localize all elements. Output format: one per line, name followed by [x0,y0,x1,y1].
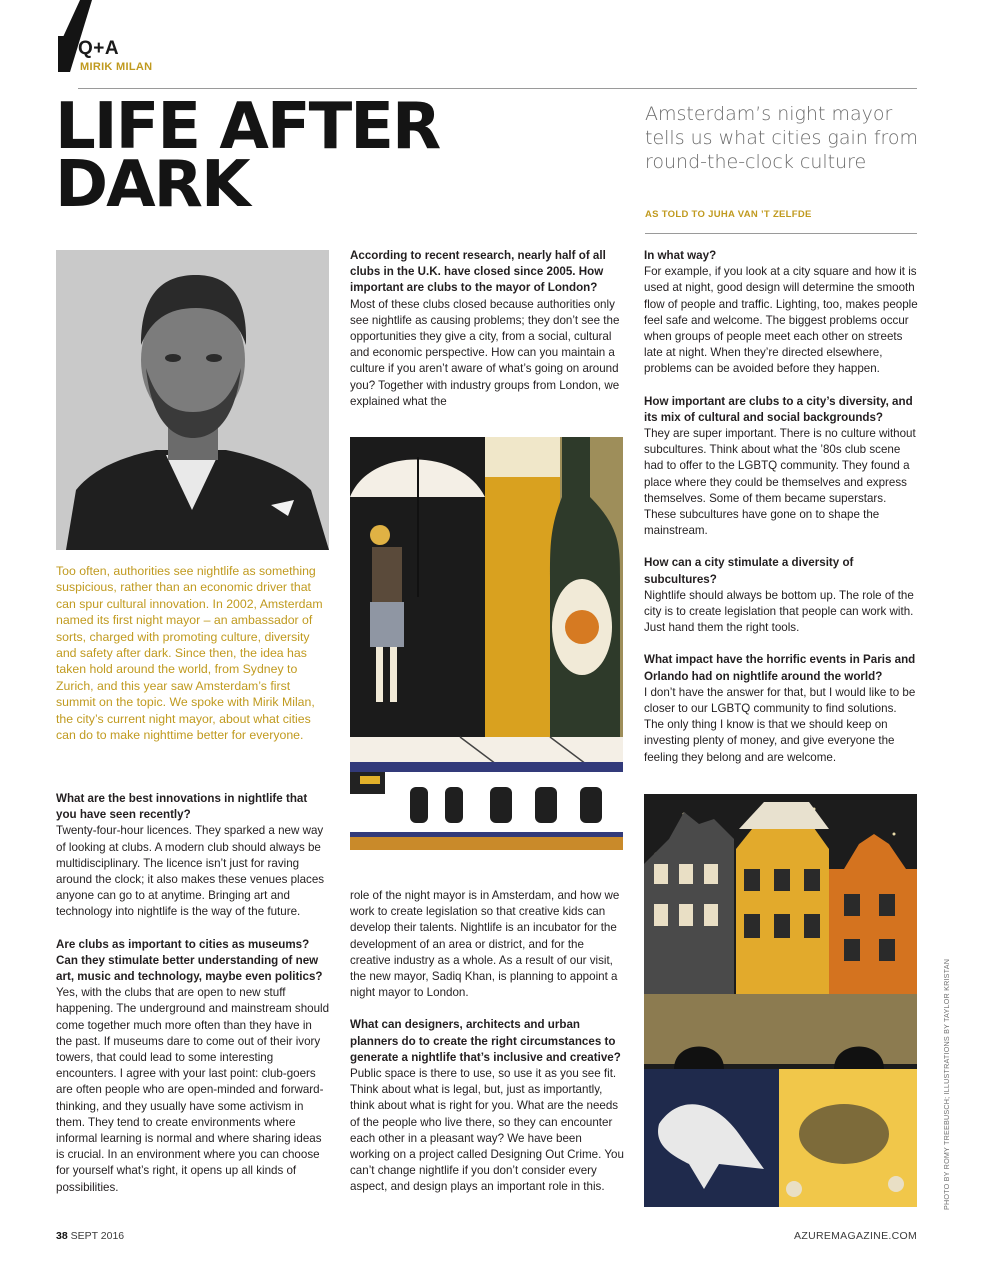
headline [55,90,440,222]
answer: Twenty-four-hour licences. They sparked a new way of looking at clubs. A modern club should always be multidisciplinary. The licence isn’t just for raving around the clock; it also makes these venues places anyone can go to at anytime. Bringing art and technology into nightlife is the way of the future. [56,824,325,919]
answer: Public space is there to use, so use it as you see fit. Think about what is legal, but, just as importantly, think about what is right for you. What are the needs of the people who live there, so they can encounter each other in a pleasant way? We have been working on a project called Designing Out Crime. You can’t change nightlife if you don’t consider every aspect, and design plays an important role in this. [350,1067,624,1194]
question: Are clubs as important to cities as museums? Can they stimulate better understanding of new art, music and technology, maybe even politics? [56,937,323,984]
site-url: AZUREMAGAZINE.COM [794,1230,917,1242]
header-rule [645,233,917,234]
column-1 [56,791,330,1212]
section-subject: MIRIK MILAN [80,61,153,73]
question: What are the best innovations in nightlife that you have seen recently? [56,792,308,822]
byline: AS TOLD TO JUHA VAN ’T ZELFDE [645,209,812,220]
headline-line-2: DARK [55,148,249,222]
question: In what way? [644,249,717,262]
intro-text: Too often, authorities see nightlife as something suspicious, rather than an economic driver that can spur cultural innovation. In 2002, Amsterdam named its first night mayor – an ambassador of sorts, charged with promoting culture, diversity and safety after dark. Since then, the idea has taken hold around the world, from Sydney to Zurich, and this year saw Amsterdam’s first summit on the topic. We spoke with Mirik Milan, the city’s current night mayor, about what cities can do to make nighttime better for everyone. [56,564,323,743]
issue-date: SEPT 2016 [70,1230,125,1242]
answer: I don’t have the answer for that, but I would like to be closer to our LGBTQ community to find solutions. The only thing I know is that we should keep on investing plenty of money, and give everyone the feeling they belong and are welcome. [644,685,916,764]
portrait-photo [56,250,329,550]
page-folio [56,1230,124,1242]
answer: For example, if you look at a city square and how it is used at night, good design will determine the smooth flow of people and traffic. Lighting, too, makes people feel safe and welcome. The biggest problems occur when groups of people meet each other on streets late at night. When they’re directed elsewhere, problems can be avoided before they happen. [644,265,918,376]
answer: Most of these clubs closed because authorities only see nightlife as causing problems; they don’t see the opportunities they give a city, from a social, cultural and economic perspective. How can you maintain a culture if you aren’t aware of what’s going on around you? Together with industry groups from London, we explained what the [350,297,620,408]
question: How can a city stimulate a diversity of subcultures? [644,556,854,586]
answer: Yes, with the clubs that are open to new stuff happening. The underground and mainstream should come together much more often than they have in the past. If museums dare to come out of their ivory towers, that could lead to some interesting encounters. I agree with your last point: club-goers are often people who are open-minded and forward-thinking, and they usually have some activism in them. They tend to create environments where informal learning is normal and where sharing ideas is crucial. In an environment where you can choose for yourself what’s right, it opens up all kinds of possibilities. [56,986,330,1194]
question: What impact have the horrific events in Paris and Orlando had on nightlife around the world? [644,653,916,683]
photo-credit: PHOTO BY ROMY TREEBUSCH; ILLUSTRATIONS BY TAYLOR KRISTAN [942,958,951,1210]
answer: They are super important. There is no culture without subcultures. Think about what the ’80s club scene had to offer to the LGBTQ community. They found a place where they could be themselves and express themselves. Some of them became superstars. These subcultures have gone on to shape the mainstream. [644,427,916,538]
headline-line-1: LIFE AFTER [55,90,440,164]
column-2-bottom [350,888,624,1212]
deck: Amsterdam’s night mayor tells us what cities gain from round-the-clock culture [645,103,919,173]
column-2-top [350,248,624,426]
answer: Nightlife should always be bottom up. The role of the city is to create legislation that people can work with. Just hand them the right tools. [644,588,914,635]
question: How important are clubs to a city’s diversity, and its mix of cultural and social backgrounds? [644,394,913,424]
column-3 [644,248,918,782]
page-number: 38 [56,1230,68,1242]
answer-continued: role of the night mayor is in Amsterdam, and how we work to create legislation so that creative kids can develop their talents. Nightlife is an incubator for the development of an area or district, and for the creative industry as a whole. As a result of our visit, the new mayor, Sadiq Khan, is planning to appoint a night mayor to London. [350,889,620,1000]
question: What can designers, architects and urban planners do to create the right circumstances to generate a nightlife that’s inclusive and creative? [350,1018,621,1064]
top-rule [78,88,917,89]
section-label: Q+A [78,38,120,59]
umbrella-tram-illustration [350,437,623,850]
canal-houses-illustration [644,794,917,1207]
question: According to recent research, nearly half of all clubs in the U.K. have closed since 2005. How important are clubs to the mayor of London? [350,249,606,295]
